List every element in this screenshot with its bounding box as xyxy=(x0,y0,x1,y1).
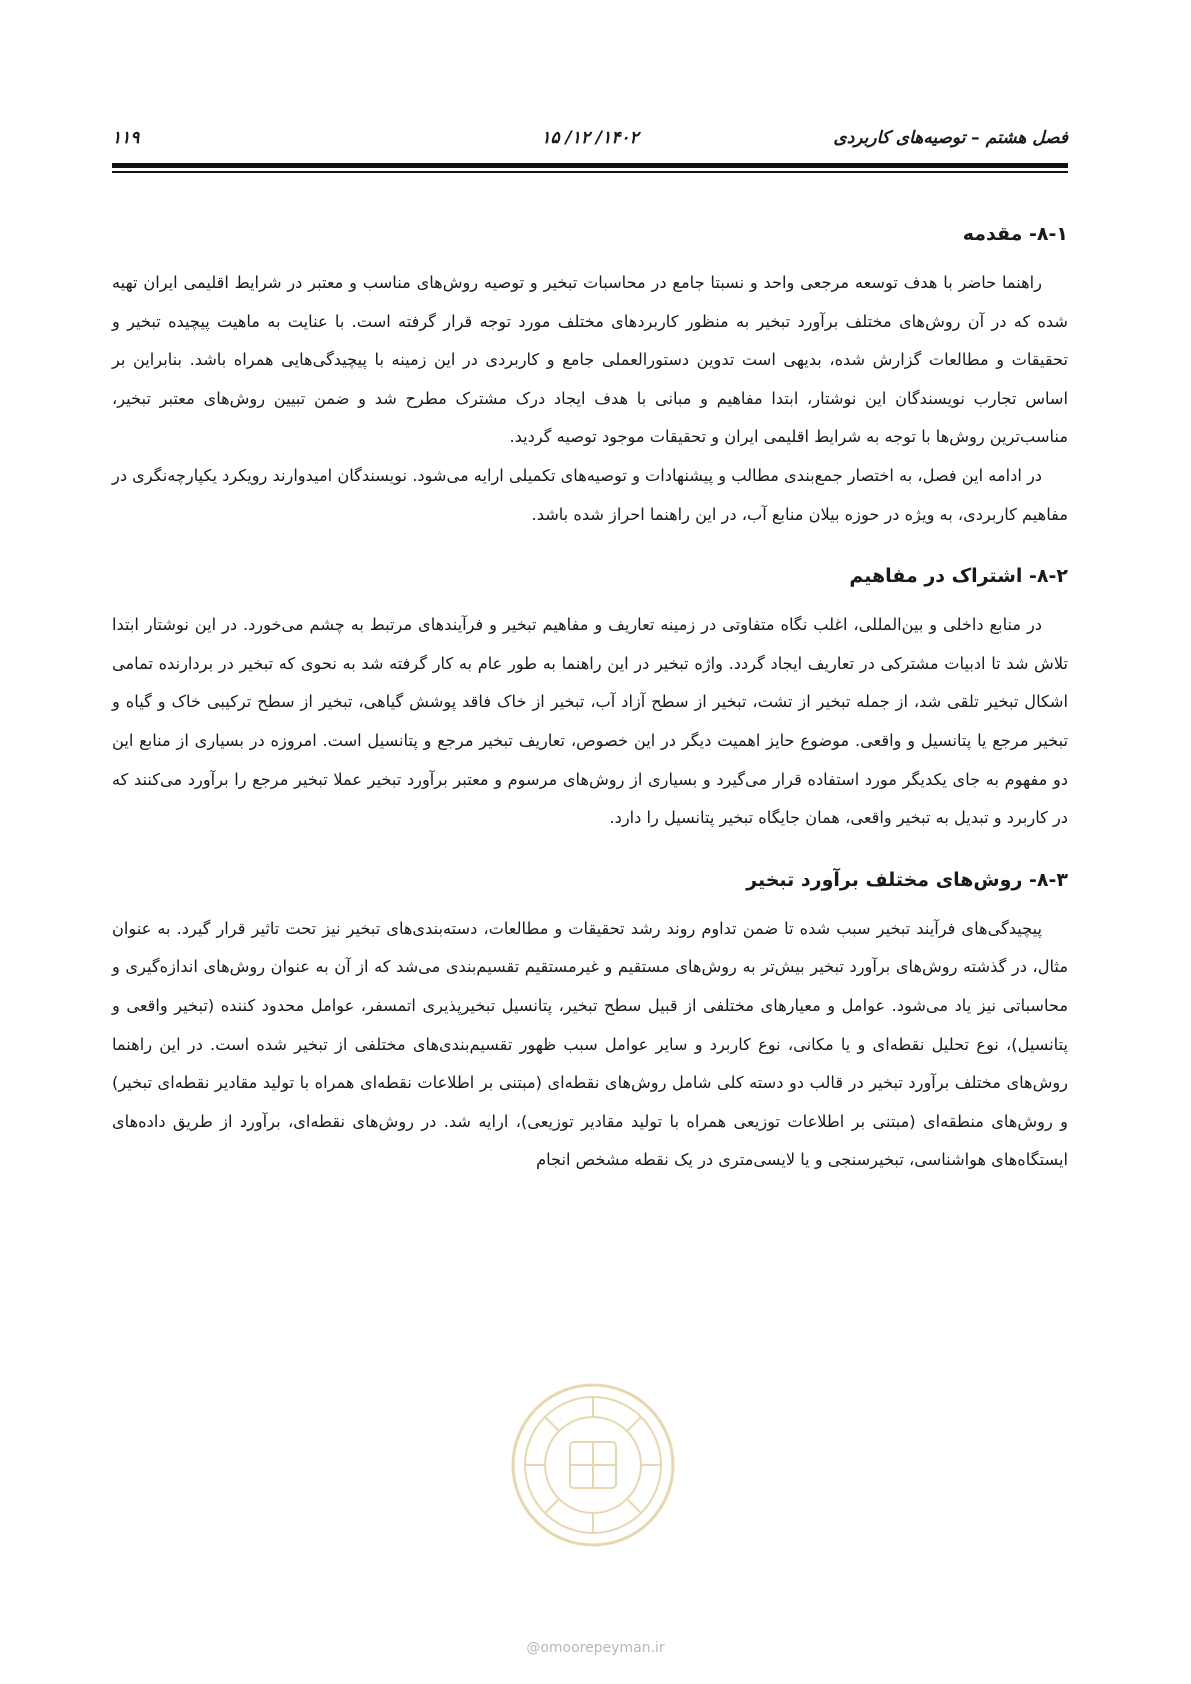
section-number: ۸-۱- xyxy=(1029,223,1068,245)
section-heading xyxy=(112,864,1068,896)
section-number: ۸-۳- xyxy=(1029,868,1068,891)
seal-watermark-icon xyxy=(508,1380,678,1550)
chapter-title: فصل هشتم – توصیه‌های کاربردی xyxy=(833,128,1068,148)
header-date: ۱۴۰۲/ ۱۲/ ۱۵ xyxy=(541,128,639,148)
paragraph: در منابع داخلی و بین‌المللی، اغلب نگاه متفاوتی در زمینه تعاریف و مفاهیم تبخیر و فرآیندهای مرتبط به چشم می‌خورد. در این نوشتار ابتدا تلاش شد تا ادبیات مشترکی در تعاریف ایجاد گردد. واژه تبخیر در این راهنما به طور عام به کار گرفته شد به نحوی که تبخیر در بردارنده تمامی اشکال تبخیر تلقی شد، از جمله تبخیر از تشت، تبخیر از سطح آزاد آب، تبخیر از خاک فاقد پوشش گیاهی، تبخیر از سطح ترکیبی خاک و گیاه و تبخیر مرجع یا پتانسیل و واقعی. موضوع حایز اهمیت دیگر در این خصوص، تعاریف تبخیر مرجع و پتانسیل است. امروزه در بسیاری از منابع این دو مفهوم به جای یکدیگر مورد استفاده قرار می‌گیرد و بسیاری از روش‌های مرسوم و معتبر برآورد تبخیر عملا تبخیر مرجع را برآورد می‌کنند که در کاربرد و تبدیل به تبخیر واقعی، همان جایگاه تبخیر پتانسیل را دارد. xyxy=(112,615,1068,828)
running-header xyxy=(112,128,1068,158)
section-title: اشتراک در مفاهیم xyxy=(849,565,1023,588)
section-number: ۸-۲- xyxy=(1029,565,1068,588)
page-number: ۱۱۹ xyxy=(112,128,140,148)
section-title: مقدمه xyxy=(962,223,1023,245)
section-introduction xyxy=(112,218,1068,534)
section-estimation-methods xyxy=(112,864,1068,1180)
header-rule-thin xyxy=(112,171,1068,173)
paragraph: راهنما حاضر با هدف توسعه مرجعی واحد و نسبتا جامع در محاسبات تبخیر و توصیه روش‌های مناسب و معتبر در شرایط اقلیمی ایران تهیه شده که در آن روش‌های مختلف برآورد تبخیر به منظور کاربردهای مختلف مورد توجه قرار گرفته است. با عنایت به ماهیت پیچیده تبخیر و تحقیقات و مطالعات گزارش شده، بدیهی است تدوین دستورالعملی جامع و کاربردی در این زمینه با پیچیدگی‌هایی همراه باشد. بنابراین بر اساس تجارب نویسندگان این نوشتار، ابتدا مفاهیم و مبانی با هدف ایجاد درک مشترک مطرح شد و ضمن تبیین روش‌های معتبر تبخیر، مناسب‌ترین روش‌ها با توجه به شرایط اقلیمی ایران و تحقیقات موجود توصیه گردید. xyxy=(112,273,1068,447)
section-heading xyxy=(112,560,1068,592)
section-title: روش‌های مختلف برآورد تبخیر xyxy=(746,868,1023,891)
section-heading xyxy=(112,218,1068,250)
paragraph: در ادامه این فصل، به اختصار جمع‌بندی مطالب و پیشنهادات و توصیه‌های تکمیلی ارایه می‌شود. نویسندگان امیدوارند رویکرد یکپارچه‌نگری در مفاهیم کاربردی، به ویژه در حوزه بیلان منابع آب، در این راهنما احراز شده باشد. xyxy=(112,465,1068,524)
paragraph: پیچیدگی‌های فرآیند تبخیر سبب شده تا ضمن تداوم روند رشد تحقیقات و مطالعات، دسته‌بندی‌های تبخیر نیز تحت تاثیر قرار گیرد. به عنوان مثال، در گذشته روش‌های برآورد تبخیر بیش‌تر به روش‌های مستقیم و غیرمستقیم تقسیم‌بندی می‌شد که از آن به عنوان روش‌های اندازه‌گیری و محاسباتی نیز یاد می‌شود. عوامل و معیارهای مختلفی از قبیل سطح تبخیر، پتانسیل تبخیرپذیری اتمسفر، عوامل محدود کننده (تبخیر واقعی و پتانسیل)، نوع تحلیل نقطه‌ای و یا مکانی، نوع کاربرد و سایر عوامل سبب ظهور تقسیم‌بندی‌های مختلفی از تبخیر شده است. در این راهنما روش‌های مختلف برآورد تبخیر در قالب دو دسته کلی شامل روش‌های نقطه‌ای (مبتنی بر اطلاعات نقطه‌ای همراه با تولید مقادیر نقطه‌ای تبخیر) و روش‌های منطقه‌ای (مبتنی بر اطلاعات توزیعی همراه با تولید مقادیر توزیعی)، ارایه شد. در روش‌های نقطه‌ای، برآورد از طریق داده‌های ایستگاه‌های هواشناسی، تبخیرسنجی و یا لایسی‌متری در یک نقطه مشخص انجام xyxy=(112,918,1068,1170)
section-shared-concepts xyxy=(112,560,1068,838)
page-body xyxy=(112,218,1068,1206)
watermark-site: @omoorepeyman.ir xyxy=(526,1640,665,1656)
header-rule-thick xyxy=(112,163,1068,168)
